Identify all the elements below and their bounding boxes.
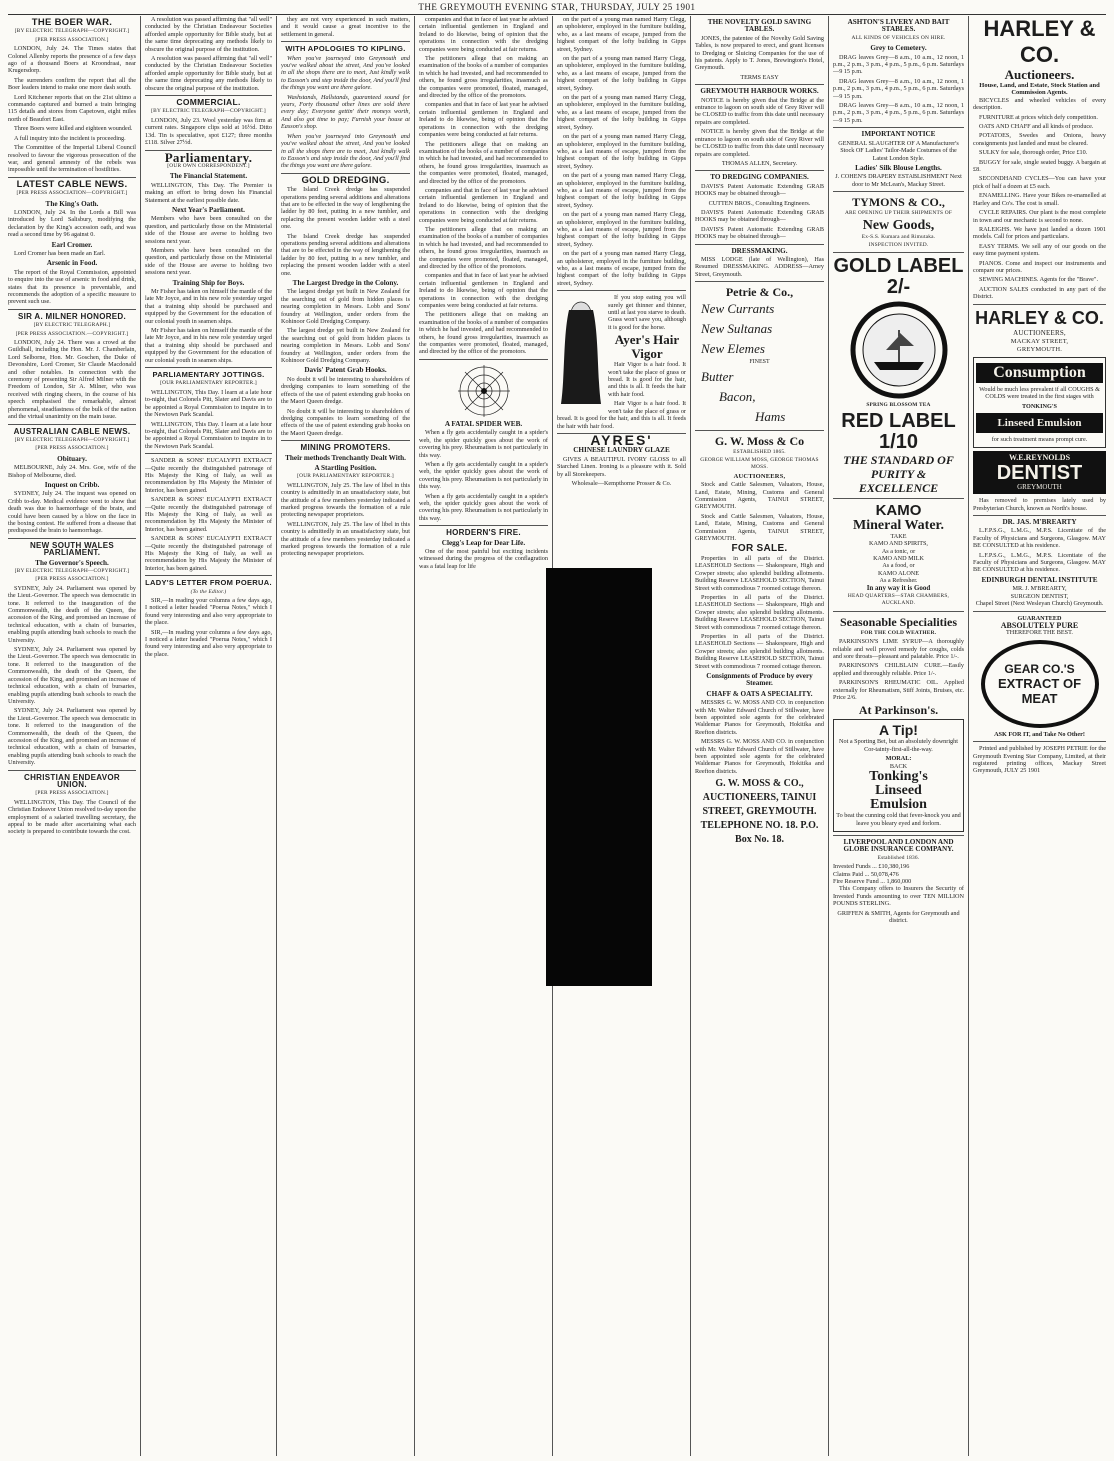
subhead: LIVERPOOL AND LONDON AND GLOBE INSURANCE COMPANY. <box>843 837 954 854</box>
petrie-item: New Currants <box>701 301 775 317</box>
byline: [OUR PARLIAMENTARY REPORTER.] <box>160 380 257 387</box>
divider <box>8 770 136 771</box>
divider <box>8 538 136 539</box>
article-paragraph: The petitioners allege that on making an examination of the books of a number of companies in which he had invested, and had recommended to others, he found gross irregularities, inasmuch as the companies were promoted, floated, managed, and directed by the office of the promotors. <box>419 225 548 270</box>
seasonable-sub: FOR THE COLD WEATHER. <box>860 629 937 636</box>
dental-title: SURGEON DENTIST, <box>1010 592 1069 600</box>
subhead: TO DREDGING COMPANIES. <box>710 173 809 182</box>
advertisement-text: DAVIS'S Patent Automatic Extending GRAB HOOKS may be obtained through— <box>695 182 824 198</box>
advertisement-text: If you stop eating you will surely get thinner and thinner, until at last you starve to death. Grass won't save you, although it is good for the horse. <box>608 294 686 331</box>
subhead: The Financial Statement. <box>169 172 248 181</box>
harley-item: RALEIGHS. We have just landed a dozen 1901 models. Call for prices and particulars. <box>973 225 1106 241</box>
harley-item: CYCLE REPAIRS. Our plant is the most complete in town and our mechanic is second to none. <box>973 209 1106 224</box>
moss-names: GEORGE WILLIAM MOSS, GEORGE THOMAS MOSS. <box>700 457 819 471</box>
subhead: CHAFF & OATS A SPECIALITY. <box>706 689 813 698</box>
extract-label: EXTRACT OF MEAT <box>997 675 1082 706</box>
kamo-any-way: In any way it is Good <box>866 583 931 592</box>
divider <box>833 252 964 253</box>
notice-text: NOTICE is hereby given that the Bridge at the entrance to lagoon on south side of Grey River will be CLOSED to traffic from this date until necessary repairs are completed. <box>695 128 824 158</box>
divider <box>973 515 1106 516</box>
subhead: Grey to Cemetery. <box>870 44 927 53</box>
advertisement-text: L.F.P.S.G., L.M.G., M.P.S. Licentiate of the Faculty of Physicians and Surgeons, Glasgow. MAY BE CONSULTED at his residence. <box>973 527 1106 550</box>
article-paragraph: WELLINGTON, July 25. The law of libel in this country is admittedly in an unsatisfactory state, but the attitude of a few members yesterday indicated a marked progress towards the formation of a rule protecting newspaper proprietors. <box>281 520 410 558</box>
subhead: Ladies' Silk Blouse Lengths. <box>855 163 942 172</box>
divider <box>145 95 272 96</box>
back-label: BACK <box>889 762 908 770</box>
petrie-item: Hams <box>755 408 786 424</box>
woman-hair-illustration <box>557 296 605 406</box>
article-paragraph: companies and that in face of last year he advised certain influential gentlemen in England and Ireland to do likewise, being of opinion that the operations in connection with the dredging companies were being conducted at fair returns. <box>419 16 548 53</box>
article-paragraph: Mr Fisher has taken on himself the mantle of the late Mr Joyce, and in his new role yesterday urged that a training ship should be purchased and equipped by the Government for the education of our colonial youth in seamen ships. <box>145 327 272 364</box>
dentist-advert-box <box>973 451 1106 494</box>
advertisement-text: PARKINSON'S CHILBLAIN CURE.—Easily applied and thoroughly reliable. Price 1/-. <box>833 662 964 677</box>
article-paragraph: WELLINGTON, This Day. The Premier is making an effort to bring down his Financial Statement at the earliest possible date. <box>145 181 272 204</box>
advertisement-text: SANDER & SONS' EUCALYPTI EXTRACT—Quite recently the distinguished patronage of His Majesty the King of Italy, as well as recommendation by His Majesty the Minister of Interior, has been gained. <box>145 496 272 533</box>
article-paragraph: WELLINGTON, This Day. I learn at a late hour to-night, that Colonels Pitt, Slater and Davis are to be appointed a Royal Commission to inquire in to the Newtown Park Scandal. <box>145 420 272 450</box>
moss-established: ESTABLISHED 1865. <box>733 448 786 455</box>
petrie-item: Butter <box>701 368 734 384</box>
advertisement-text: SANDER & SONS' EUCALYPTI EXTRACT—Quite recently the distinguished patronage of His Majesty the King of Italy, as well as recommendation by His Majesty the Minister of Interior, has been gained. <box>145 535 272 572</box>
article-paragraph: Mr Fisher has taken on himself the mantle of the late Mr Joyce, and in his new role yesterday urged that a training ship should be purchased and equipped by the Government for the education of our colonial youth in seamen ships. <box>145 288 272 325</box>
kamo-line: As a food, or <box>882 562 915 570</box>
divider <box>695 244 824 245</box>
subhead: A Startling Position. <box>314 463 377 472</box>
divider <box>145 453 272 454</box>
article-paragraph: Three Boers were killed and eighteen wounded. <box>14 125 133 133</box>
headline-jottings: PARLIAMENTARY JOTTINGS. <box>152 370 265 380</box>
kamo-line: As a tonic, or <box>881 547 916 555</box>
column-rule <box>828 16 829 1456</box>
article-paragraph: WELLINGTON, July 25. The law of libel in this country is admittedly in an unsatisfactory state, but the attitude of a few members yesterday indicated a marked progress towards the formation of a rule protecting newspaper proprietors. <box>281 481 410 519</box>
headline-milner: SIR A. MILNER HONORED. <box>17 311 127 321</box>
article-paragraph: SIR,—In reading your columns a few days ago, I noticed a letter headed "Poerua Notes," which I found very interesting and also very appropriate to the place. <box>145 628 272 658</box>
ashton-sub: ALL KINDS OF VEHICLES ON HIRE. <box>851 34 946 41</box>
advertisement-text: JONES, the patentee of the Novelty Gold Saving Tables, is now prepared to erect, and grant licenses to Dredging or Sluicing Companies for the use of his patents. Apply to T. Jones, Brewington's Hotel, Greymouth. <box>695 34 824 72</box>
subhead: THE NOVELTY GOLD SAVING TABLES. <box>707 18 812 34</box>
advertisement-text: Stock and Cattle Salesmen, Valuators, House, Land, Estate, Mining, Customs and General Commission Agents, TAINUI STREET, GREYMOUTH. <box>695 512 824 543</box>
tip-text: Not a Sporting Bet, but an absolutely downright Cor-tainty-first-all-the-way. <box>839 738 958 753</box>
subhead: Arsenic in Food. <box>46 259 98 268</box>
advertisement-text: When a fly gets accidentally caught in a spider's web, the spider quickly goes about the work of covering his prey. Rheumatism is not particularly in this way. <box>419 429 548 459</box>
at-parkinsons: At Parkinson's. <box>858 703 939 718</box>
article-paragraph: Members who have been consulted on the question, and particularly those on the Ministerial side of the House are averse to holding two sessions next year. <box>145 215 272 245</box>
advertisement-text: MESSRS G. W. MOSS AND CO. in conjunction with Mr. Walter Edward Church of Stillwater, have been appointed sole agents for the celebrated Waldemar Pianos for Greymouth, Hokitika and Reefton districts. <box>695 699 824 736</box>
headline-christian-endeavor: CHRISTIAN ENDEAVOR UNION. <box>24 772 120 789</box>
article-paragraph: Members who have been consulted on the question, and particularly those on the Ministerial side of the House are averse to holding two sessions next year. <box>145 246 272 277</box>
article-paragraph: companies and that in face of last year he advised certain influential gentlemen in England and Ireland to do likewise, being of opinion that the operations in connection with the dredging companies were being conducted at fair returns. <box>419 272 548 310</box>
headline-horderns-fire: HORDERN'S FIRE. <box>446 528 521 538</box>
article-paragraph: The Island Creek dredge has suspended operations pending several additions and alterations that are to be effected in the way of lengthening the ladder by 80 feet, putting in a new tumbler, and replacing the present wooden ladder with a steel one. <box>281 186 410 231</box>
advertisement-text: PARKINSON'S LIME SYRUP—A thoroughly reliable and well proved remedy for coughs, colds and sore throats—pleasant and palatable. Price 1/-. <box>833 638 964 661</box>
divider <box>8 177 136 178</box>
byline: [PER PRESS ASSOCIATION.] <box>35 576 109 583</box>
advertisement-text: Has removed to premises lately used by Presbyterian Church, known as North's house. <box>973 497 1106 512</box>
article-paragraph: SYDNEY, July 24. Parliament was opened by the Lieut.-Governor. The speech was democratic in tone. It referred to the inauguration of the Commonwealth, the death of the Queen, the accession of the King, and promised an increase of technical education, with a chain of bursaries, enabling pupils attending bush schools to reach the University. <box>8 707 136 767</box>
therefore-label: THEREFORE THE BEST. <box>1006 629 1073 637</box>
poem-stanza: Washstands, Hallstands, guaranteed sound for years, Forty thousand other lines are sold there every day; Everyone gettin' their moneys worth, And also got time to pay; Furnish your house at Easson's shop. <box>281 93 410 131</box>
article-paragraph: The report of the Royal Commission, appointed to enquire into the use of arsenic in food and drink, states that its presence is preventable, and recommends the adoption of a specific measure to prevent such use. <box>8 268 136 306</box>
subhead: Training Ship for Boys. <box>172 278 245 287</box>
article-paragraph: on the part of a young man named Harry Clegg, an upholsterer, employed in the furniture building, who, as a last means of escape, jumped from the highest compart of the lofty building in Gipps street, Sydney. <box>557 250 686 287</box>
harley2-town: GREYMOUTH. <box>1016 346 1063 354</box>
divider <box>833 191 964 192</box>
subhead: Clegg's Leap for Dear Life. <box>441 538 526 547</box>
petrie-item: Bacon, <box>719 388 756 404</box>
kamo-line: KAMO AND MILK <box>873 554 924 562</box>
harley-item: PIANOS. Come and inspect our instruments and compare our prices. <box>973 259 1106 274</box>
dentist-name: W.E.REYNOLDS <box>1008 453 1071 463</box>
subhead: A FATAL SPIDER WEB. <box>444 419 523 428</box>
article-paragraph: No doubt it will be interesting to shareholders of dredging companies to learn something of the effects of the use of patent extending grab hooks on the Maori Queen dredge. <box>281 375 410 406</box>
poem-stanza: When you've journeyed into Greymouth and you've walked about the street, And you've looked in all the shops there are to meet, Just kindly walk to Easson's and step inside the door, And you'll find the things you want are there galore. <box>281 54 410 92</box>
harley-item: BICYCLES and wheeled vehicles of every description. <box>973 96 1106 112</box>
consumption-footer: for such treatment means prompt cure. <box>991 436 1088 443</box>
tymons-ship: Ex-S.S. Kumara and Rimutaka. <box>861 233 936 240</box>
guaranteed-label: GUARANTEED <box>1017 614 1062 622</box>
byline: [PER PRESS ASSOCIATION.] <box>35 36 109 43</box>
divider <box>419 525 548 526</box>
divider <box>833 498 964 499</box>
tea-ship-emblem <box>844 300 954 400</box>
article-paragraph: on the part of a young man named Harry Clegg, an upholsterer, employed in the furniture building, who, as a last means of escape, jumped from the highest compart of the lofty building in Gipps street, Sydney. <box>557 55 686 92</box>
divider <box>281 440 410 441</box>
byline: [OUR OWN CORRESPONDENT.] <box>167 162 250 169</box>
subhead: ASHTON'S LIVERY AND BAIT STABLES. <box>847 18 950 34</box>
terms-label: TERMS EASY <box>740 73 779 81</box>
tip-title: A Tip! <box>879 722 918 739</box>
advertisement-text: Properties in all parts of the District. LEASEHOLD Sections — Shakespeare, High and Cowper streets; also splendid building allotments. Building Reserve LEASEHOLD SECTION, Tainui Street with commodious 7 roomed cottage thereon. <box>695 554 824 592</box>
harley-item: SULKY for sale, thorough order, Price £10. <box>979 149 1088 157</box>
harley2-auctioneers: AUCTIONEERS, <box>1013 328 1066 337</box>
article-paragraph: they are not very experienced in such matters, and it would cause a great incentive to the settlement in general. <box>281 16 410 38</box>
harley-item: AUCTION SALES conducted in any part of the District. <box>973 285 1106 301</box>
kamo-mineral-water: Mineral Water. <box>853 517 944 533</box>
harley-item: BUGGY for sale, single seated buggy. A bargain at £8. <box>973 158 1106 174</box>
byline: [PER PRESS ASSOCIATION.—COPYRIGHT.] <box>15 330 129 337</box>
divider <box>973 611 1106 612</box>
purity-label: PURITY & EXCELLENCE <box>858 466 939 495</box>
emulsion-label: Emulsion <box>870 797 927 813</box>
kamo-line: As a Refresher. <box>879 577 918 585</box>
advertisement-footer: Wholesale—Kempthorne Prosser & Co. <box>571 479 672 487</box>
moss-footer: G. W. MOSS & CO., AUCTIONEERS, TAINUI STREET, GREYMOUTH. TELEPHONE NO. 18. P.O. Box No. 18. <box>700 778 819 846</box>
subhead: Obituary. <box>57 454 87 463</box>
article-paragraph: LONDON, July 24. The Times states that Colonel Allenby reports the presence of a few days ago of a thousand Boers at Kroondraai, near Krugersdorp. <box>8 45 136 75</box>
advertisement-text: DAVIS'S Patent Automatic Extending GRAB HOOKS may be obtained through— <box>695 208 824 224</box>
divider <box>695 281 824 282</box>
tonking-label: Tonking's <box>869 769 928 785</box>
advertisement-text: DAVIS'S Patent Automatic Extending GRAB HOOKS may be obtained through— <box>695 225 824 241</box>
dentist-town: GREYMOUTH <box>1017 482 1062 491</box>
absolutely-pure-label: ABSOLUTELY PURE <box>1000 620 1079 630</box>
headline-boer-war: THE BOER WAR. <box>31 17 113 28</box>
advertisement-text: MISS LODGE (late of Wellington), Has Resumed DRESSMAKING. ADDRESS—Arney Street, Greymouth. <box>695 255 824 278</box>
article-paragraph: The largest dredge yet built in New Zealand for the searching out of gold from hidden places is nearing completion in Messrs. Lobb and Sons' foundry at Wellington, under orders from the Kohinoor Gold Dredging Company. <box>281 327 410 365</box>
article-paragraph: The petitioners allege that on making an examination of the books of a number of companies in which he had invested, and had recommended to others, he found gross irregularities, inasmuch as the companies were promoted, floated, managed, and directed by the office of the promotors. <box>419 311 548 356</box>
article-paragraph: The surrenders confirm the report that all the Boer leaders intend to make one more dash south. <box>8 76 136 92</box>
headline-gold-dredging: GOLD DREDGING. <box>301 174 390 186</box>
headline-kipling: WITH APOLOGIES TO KIPLING. <box>285 44 406 54</box>
dental-name: MR. J. M'BREARTY, <box>1012 585 1067 593</box>
petrie-item: New Elemes <box>701 341 765 357</box>
advertisement-text: SANDER & SONS' EUCALYPTI EXTRACT—Quite recently the distinguished patronage of His Majesty the King of Italy, as well as recommendation by His Majesty the Minister of Interior, has been gained. <box>145 457 272 494</box>
seasonable-title: Seasonable Specialities <box>839 614 957 629</box>
subhead: Earl Cromer. <box>51 240 93 249</box>
advertisement-text: GIVES A BEAUTIFUL IVORY GLOSS to all Starched Linen. Ironing is a pleasure with it. Sold by all Storekeepers. <box>557 455 686 478</box>
headline-parliamentary: Parliamentary. <box>164 149 253 165</box>
article-paragraph: SYDNEY, July 24. Parliament was opened by the Lieut.-Governor. The speech was democratic in tone. It referred to the inauguration of the Commonwealth, the death of the Queen, the accession of the King, and promised an increase of technical education, with a chain of bursaries, enabling pupils attending bush schools to reach the University. <box>8 646 136 705</box>
subhead: Next Year's Parliament. <box>172 205 245 214</box>
advertisement-signature: GRIFFEN & SMITH, Agents for Greymouth and district. <box>837 909 960 924</box>
divider <box>145 575 272 576</box>
byline: [OUR PARLIAMENTARY REPORTER.] <box>297 473 394 480</box>
kamo-hq: HEAD QUARTERS—STAR CHAMBERS, AUCKLAND. <box>847 593 950 607</box>
article-paragraph: WELLINGTON, This Day. I learn at a late hour to-night, that Colonels Pitt, Slater and Davis are to be appointed a Royal Commission to inquire in to the Newtown Park Scandal. <box>145 388 272 419</box>
divider <box>419 359 548 360</box>
article-paragraph: A resolution was passed affirming that "all well" conducted by the Christian Endeavour Societies afforded ample opportunity for Bible study, but at the same time deprecating any methods likely to obscure the original purpose of the institution. <box>145 16 272 53</box>
article-paragraph: on the part of a young man named Harry Clegg, an upholsterer, employed in the furniture building, who, as a last means of escape, jumped from the highest compart of the lofty building in Gipps street, Sydney. <box>557 211 686 248</box>
article-paragraph: LONDON, July 24. In the Lords a Bill was introduced by Lord Salisbury, modifying the declaration by the King's accession oath, and was read a second time by 96 against 0. <box>8 208 136 239</box>
petrie-item: New Sultanas <box>701 321 773 337</box>
article-paragraph: No doubt it will be interesting to shareholders of dredging companies to learn something of the effects of the use of patent extending grab hooks on the Maori Queen dredge. <box>281 407 410 437</box>
harley-item: SECONDHAND CYCLES—You can have your pick of half a dozen at £5 each. <box>973 175 1106 190</box>
article-paragraph: The petitioners allege that on making an examination of the books of a number of companies in which he had invested, and had recommended to others, he found gross irregularities, inasmuch as the companies were promoted, floated, managed, and directed by the office of the promotors. <box>419 55 548 100</box>
headline-ladys-letter: LADY'S LETTER FROM POERUA. <box>145 578 272 588</box>
divider <box>833 611 964 612</box>
byline: [PER PRESS ASSOCIATION.] <box>35 445 109 452</box>
moss-title: G. W. Moss & Co <box>714 433 805 448</box>
divider <box>695 84 824 85</box>
byline: [PER PRESS ASSOCIATION.] <box>35 790 109 797</box>
divider <box>8 424 136 425</box>
headline-latest-cable: LATEST CABLE NEWS. <box>16 178 128 190</box>
harley-item: EASY TERMS. We sell any of our goods on the easy time payment system. <box>973 242 1106 258</box>
ayres-title: AYRES' <box>590 431 653 448</box>
notice-text: NOTICE is hereby given that the Bridge at the entrance to lagoon on south side of Grey River will be CLOSED to traffic from this date until necessary repairs are completed. <box>695 96 824 126</box>
column-3 <box>281 16 410 1456</box>
column-6 <box>695 16 824 1456</box>
headline-nsw-parliament: NEW SOUTH WALES PARLIAMENT. <box>29 540 115 558</box>
subhead: CHINESE LAUNDRY GLAZE <box>573 446 670 455</box>
byline: [PER PRESS ASSOCIATION—COPYRIGHT.] <box>16 190 128 197</box>
lpool-fire: Fire Reserve Fund ... 1,860,000 <box>833 877 912 885</box>
divider <box>8 309 136 310</box>
kamo-title: KAMO <box>875 501 922 519</box>
subhead: Their methods Trenchantly Dealt With. <box>285 453 406 462</box>
subhead: Consignments of Produce by every Steamer. <box>706 671 813 688</box>
article-paragraph: A resolution was passed affirming that "all well" conducted by the Christian Endeavour Societies afforded ample opportunity for Bible study, but at the same time deprecating any methods likely to obscure the original purpose of the institution. <box>145 55 272 92</box>
advertisement-text: GENERAL SLAUGHTER OF A Manufacturer's Stock OF Ladies' Tailor-Made Costumes of the Latest London Style. <box>838 139 959 162</box>
subhead: IMPORTANT NOTICE <box>861 130 936 139</box>
advertisement-text: This Company offers to Insurers the Security of Invested Funds amounting to over TEN MILLION POUNDS STERLING. <box>833 885 964 908</box>
dental-address: Chapel Street (Next Wesleyan Church) Greymouth. <box>975 600 1104 608</box>
article-paragraph: LONDON, July 23. Wool yesterday was firm at current rates. Singapore clips sold at 16½d. Ditto 13d. Tin is speculative, spot £127; three months £118. Silver 27½d. <box>145 116 272 147</box>
divider <box>145 367 272 368</box>
advertisement-text: L.F.P.S.G., L.M.G., M.P.S. Licentiate of the Faculty of Physicians and Surgeons, Glasgow. MAY BE CONSULTED at his residence. <box>973 551 1106 574</box>
timetable-text: DRAG leaves Grey—8 a.m., 10 a.m., 12 noon, 1 p.m., 2 p.m., 3 p.m., 4 p.m., 5 p.m., 6 p.m. Saturdays—9 15 p.m. <box>833 102 964 124</box>
subhead: EDINBURGH DENTAL INSTITUTE <box>981 575 1098 584</box>
subhead: The Largest Dredge in the Colony. <box>292 279 399 287</box>
column-rule <box>276 16 277 1456</box>
subhead: DRESSMAKING. <box>731 246 788 255</box>
column-4 <box>419 16 548 1456</box>
subhead: The Governor's Speech. <box>35 558 109 567</box>
divider <box>973 741 1106 742</box>
divider <box>833 835 964 836</box>
advertisement-text: When a fly gets accidentally caught in a spider's web, the spider quickly goes about the work of covering his prey. Rheumatism is not particularly in this way. <box>419 460 548 491</box>
article-paragraph: Lord Cromer has been made an Earl. <box>14 249 106 257</box>
lpool-claims: Claims Paid ... 50,078,476 <box>833 870 899 878</box>
consumption-advert-box <box>973 357 1106 449</box>
column-1 <box>8 16 136 1456</box>
harley-title-2: HARLEY & CO. <box>975 307 1104 328</box>
gear-extract-roundel <box>981 640 1099 728</box>
dentist-title: DENTIST <box>996 461 1083 484</box>
column-8 <box>973 16 1106 1456</box>
subhead: Davis' Patent Grab Hooks. <box>304 366 387 375</box>
divider <box>281 41 410 42</box>
consumption-brand: TONKING'S <box>1022 402 1057 410</box>
article-paragraph: The petitioners allege that on making an examination of the books of a number of companies in which he had invested, and had recommended to others, he found gross irregularities, inasmuch as the companies were promoted, floated, managed, and directed by the office of the promotors. <box>419 140 548 185</box>
article-paragraph: SIR,—In reading your columns a few days ago, I noticed a letter headed "Poerua Notes," which I found very interesting and also very appropriate to the place. <box>145 597 272 627</box>
article-paragraph: companies and that in face of last year he advised certain influential gentlemen in England and Ireland to do likewise, being of opinion that the operations in connection with the dredging companies were being conducted at fair returns. <box>419 101 548 139</box>
headline-australian-cable: AUSTRALIAN CABLE NEWS. <box>13 426 131 436</box>
article-paragraph: A full inquiry into the incident is proceeding. <box>14 134 126 142</box>
moral-label: MORAL: <box>885 755 912 763</box>
advertisement-text: MESSRS G. W. MOSS AND CO. in conjunction with Mr. Walter Edward Church of Stillwater, have been appointed sole agents for the celebrated Waldemar Pianos for Greymouth, Hokitika and Reefton districts. <box>695 738 824 775</box>
advertisement-text: Stock and Cattle Salesmen, Valuators, House, Land, Estate, Mining, Customs and General Commission Agents, TAINUI STREET, GREYMOUTH. <box>695 481 824 511</box>
subhead: DR. JAS. M'BREARTY <box>1002 518 1077 527</box>
headline-for-sale: FOR SALE. <box>731 543 788 555</box>
harley2-street: MACKAY STREET, <box>1010 337 1069 345</box>
harley-item: ENAMELLING. Have your Bikes re-enamelled at Harley and Co's. The cost is small. <box>973 192 1106 207</box>
kamo-line: KAMO AND SPIRITS, <box>869 540 928 548</box>
subhead: The King's Oath. <box>45 199 99 208</box>
subhead: Inquest on Cribb. <box>44 480 100 489</box>
subhead: GREYMOUTH HARBOUR WORKS. <box>700 87 819 96</box>
harley-item: OATS AND CHAFF and all kinds of produce. <box>979 123 1094 131</box>
column-7 <box>833 16 964 1456</box>
article-paragraph: SYDNEY, July 24. Parliament was opened by the Lieut.-Governor. The speech was democratic in tone. It referred to the inauguration of the Commonwealth, the death of the Queen, the accession of the King, and promised an increase of technical education, with a chain of bursaries, enabling pupils attending bush schools to reach the University. <box>8 584 136 644</box>
harley-item: FURNITURE at prices which defy competition. <box>979 113 1098 121</box>
lpool-funds: Invested Funds ... £10,380,196 <box>833 863 910 871</box>
gear-label: GEAR CO.'S <box>1004 661 1075 676</box>
tymons-title: TYMONS & CO., <box>852 195 945 210</box>
divider <box>833 127 964 128</box>
advertisement-text: PARKINSON'S RHEUMATIC OIL. Applied externally for Rheumatism, Stiff Joints, Bruises, etc. Price 2/6. <box>833 679 964 702</box>
article-paragraph: on the part of a young man named Harry Clegg, an upholsterer, employed in the furniture building, who, as a last means of escape, jumped from the highest compart of the lofty building in Gipps street, Sydney. <box>557 172 686 209</box>
article-paragraph: on the part of a young man named Harry Clegg, an upholsterer, employed in the furniture building, who, as a last means of escape, jumped from the highest compart of the lofty building in Gipps street, Sydney. <box>557 94 686 131</box>
advertisement-text: Hair Vigor is a hair food. It won't take the place of grass or bread. It is good for the hair, and this is all. It feeds the hair with hair food. <box>608 361 686 398</box>
linseed-label: Linseed <box>875 783 922 799</box>
byline: [BY ELECTRIC TELEGRAPH—COPYRIGHT.] <box>151 108 266 115</box>
advertisement-firm: CUTTEN BROS., Consulting Engineers. <box>708 199 811 207</box>
harley-title: HARLEY & CO. <box>983 16 1096 67</box>
advertisement-text: Properties in all parts of the District. LEASEHOLD Sections — Shakespeare, High and Cowper streets; also splendid building allotments. Building Reserve LEASEHOLD SECTION, Tainui Street with commodious 7 roomed cottage thereon. <box>695 632 824 670</box>
finest-label: FINEST <box>749 359 770 366</box>
spring-blossom-label: SPRING BLOSSOM TEA <box>866 402 931 409</box>
red-label-title: RED LABEL 1/10 <box>841 409 956 453</box>
headline-commercial: COMMERCIAL. <box>176 97 241 108</box>
standard-label: THE STANDARD OF <box>843 452 954 467</box>
article-paragraph: The largest dredge yet built in New Zealand for the searching out of gold from hidden places is nearing completion in Messrs. Lobb and Sons' foundry at Wellington, under orders from the Kohinoor Gold Dredging Company. <box>281 288 410 326</box>
article-paragraph: LONDON, July 24. There was a crowd at the Guildhall, including the Hon. Mr. J. Chamberlain, Lord Selborne, Hon. Mr. Goschen, the Duke of Devonshire, Lord Cromer, Sir Claude Macdonald and other notables. In connection with the ceremony of presenting Sir Alfred Milner with the Freedom of London, Sir A. Milner, who was received with ringing cheers, in the course of his speech emphasised the remarkable, almost phenomenal, steadfastness of the bulk of the nation and the virtual unanimity on the main issue. <box>8 339 136 421</box>
consumption-emulsion: Linseed Emulsion <box>976 413 1103 433</box>
tymons-sub: ARE OPENING UP THEIR SHIPMENTS OF <box>844 210 953 217</box>
tymons-goods: New Goods, <box>862 217 935 233</box>
divider <box>973 304 1106 305</box>
gold-label-title: GOLD LABEL 2/- <box>833 255 964 299</box>
article-paragraph: The Island Creek dredge has suspended operations pending several additions and alterations that are to be effected in the way of lengthening the ladder by 80 feet, putting in a new tumbler, and replacing the present wooden ladder with a steel one. <box>281 232 410 277</box>
kamo-line: KAMO ALONE <box>877 569 920 577</box>
column-rule <box>140 16 141 1456</box>
kamo-line: TAKE <box>890 532 907 540</box>
gear-footer: ASK FOR IT, and Take No Other! <box>994 730 1085 738</box>
advertisement-text: Hair Vigor is a hair food. It won't take the place of grass or bread. It is good for the hair, and this is all. It feeds the hair with hair food. <box>557 400 686 430</box>
article-paragraph: companies and that in face of last year he advised certain influential gentlemen in England and Ireland to do likewise, being of opinion that the operations in connection with the dredging companies were being conducted at fair returns. <box>419 186 548 224</box>
lpool-established: Established 1836. <box>877 854 920 861</box>
column-rule <box>414 16 415 1456</box>
column-2 <box>145 16 272 1456</box>
timetable-text: DRAG leaves Grey—8 a.m., 10 a.m., 12 noon, 1 p.m., 2 p.m., 3 p.m., 4 p.m., 5 p.m., 6 p.m. Saturdays—9 15 p.m. <box>833 53 964 76</box>
imprint-text: Printed and published by JOSEPH PETRIE for the Greymouth Evening Star Company, Limited, at their registered printing offices, Mackay Street Greymouth, JULY 25 1901 <box>973 745 1106 775</box>
tip-footer: To beat the cunning cold that fever-knock you and leave you bleary eyed and forlorn. <box>836 812 961 827</box>
article-paragraph: One of the most painful but exciting incidents witnessed during the progress of the conflagration was a fatal leap for life <box>419 547 548 570</box>
divider <box>281 173 410 174</box>
article-paragraph: Lord Kitchener reports that on the 21st ultimo a commando captured and burned a train bringing 115 details and stores from Capetown, eight miles north of Beaufort East. <box>8 93 136 123</box>
byline: [BY ELECTRIC TELEGRAPH—COPYRIGHT.] <box>14 28 130 35</box>
byline: [BY ELECTRIC TELEGRAPH—COPYRIGHT.] <box>14 568 130 574</box>
harley-auctioneers: Auctioneers. <box>1004 67 1075 82</box>
byline: [BY ELECTRIC TELEGRAPH.] <box>33 322 111 329</box>
article-paragraph: MELBOURNE, July 24. Mrs. Goe, wife of the Bishop of Melbourne, died. <box>8 464 136 479</box>
tymons-inspection: INSPECTION INVITED. <box>868 241 929 248</box>
article-paragraph: on the part of a young man named Harry Clegg, an upholsterer, employed in the furniture building, who, as a last means of escape, jumped from the highest compart of the lofty building in Gipps street, Sydney. <box>557 133 686 170</box>
consumption-text: Would be much less prevalent if all COUGHS & COLDS were treated in the first stages with <box>979 385 1100 401</box>
article-paragraph: on the part of a young man named Harry Clegg, an upholsterer, employed in the furniture building, who, as a last means of escape, jumped from the highest compart of the lofty building in Gipps street, Sydney. <box>557 16 686 53</box>
damaged-blackout-region <box>546 568 652 986</box>
petrie-title: Petrie & Co., <box>725 285 794 300</box>
harley-sub: House, Land, and Estate, Stock Station and Commission Agents. <box>979 82 1100 97</box>
column-rule <box>690 16 691 1456</box>
consumption-title: Consumption <box>976 363 1103 383</box>
spider-web-illustration <box>449 363 519 418</box>
moss-auctioneers: AUCTIONEERS, <box>733 472 786 480</box>
harley-item: POTATOES, Swedes and Onions, heavy consignments just landed and must be cleared. <box>973 132 1106 147</box>
article-paragraph: WELLINGTON, This Day. The Council of the Christian Endeavor Union resolved to-day upon the employment of a salaried travelling secretary, the appeal to be made after ascertaining what each society is prepared to contribute towards the cost. <box>8 798 136 836</box>
article-paragraph: The Committee of the Imperial Liberal Council resolved to favour the vigorous prosecution of the war, and general amnesty of the rebels was impossible until the termination of hostilities. <box>8 144 136 174</box>
masthead: THE GREYMOUTH EVENING STAR, THURSDAY, JULY 25 1901 <box>8 2 1106 15</box>
advertisement-text: When a fly gets accidentally caught in a spider's web, the spider quickly goes about the work of covering his prey. Rheumatism is not particularly in this way. <box>419 492 548 522</box>
ayers-hair-vigor-title: Ayer's Hair Vigor <box>614 332 680 362</box>
divider <box>695 430 824 431</box>
tip-advert-box <box>833 719 964 831</box>
advertisement-text: Properties in all parts of the District. LEASEHOLD Sections — Shakespeare, High and Cowper streets; also splendid building allotments. Building Reserve LEASEHOLD SECTION, Tainui Street with commodious 7 roomed cottage thereon. <box>695 593 824 631</box>
timetable-text: DRAG leaves Grey—8 a.m., 10 a.m., 12 noon, 1 p.m., 2 p.m., 3 p.m., 4 p.m., 5 p.m., 6 p.m. Saturdays—9 15 p.m. <box>833 77 964 100</box>
divider <box>557 290 686 291</box>
byline: [BY ELECTRIC TELEGRAPH—COPYRIGHT.] <box>14 436 130 443</box>
notice-signature: THOMAS ALLEN, Secretary. <box>721 159 798 167</box>
harley-item: SEWING MACHINES. Agents for the "Brave". <box>979 276 1098 284</box>
byline: (To the Editor.) <box>190 588 227 595</box>
advertisement-text: J. COHEN'S DRAPERY ESTABLISHMENT Next door to Mr McLean's, Mackay Street. <box>835 173 962 188</box>
headline-mining-promoters: MINING PROMOTERS. <box>300 443 391 453</box>
column-rule <box>968 16 969 1456</box>
divider <box>695 170 824 171</box>
article-paragraph: SYDNEY, July 24. The inquest was opened on Cribb to-day. Medical evidence went to show that death was due to haemorrhage of the brain, and could have been caused by a blow on the face in the boxing contest. He suffered from a disease that predisposed the brain to haemorrhage. <box>8 490 136 535</box>
poem-stanza: When you've journeyed into Greymouth and you've walked about the street, And you've looked in all the shops there are to meet, Just kindly walk to Easson's and step inside the door, And you'll find the things you want are there galore. <box>281 132 410 170</box>
